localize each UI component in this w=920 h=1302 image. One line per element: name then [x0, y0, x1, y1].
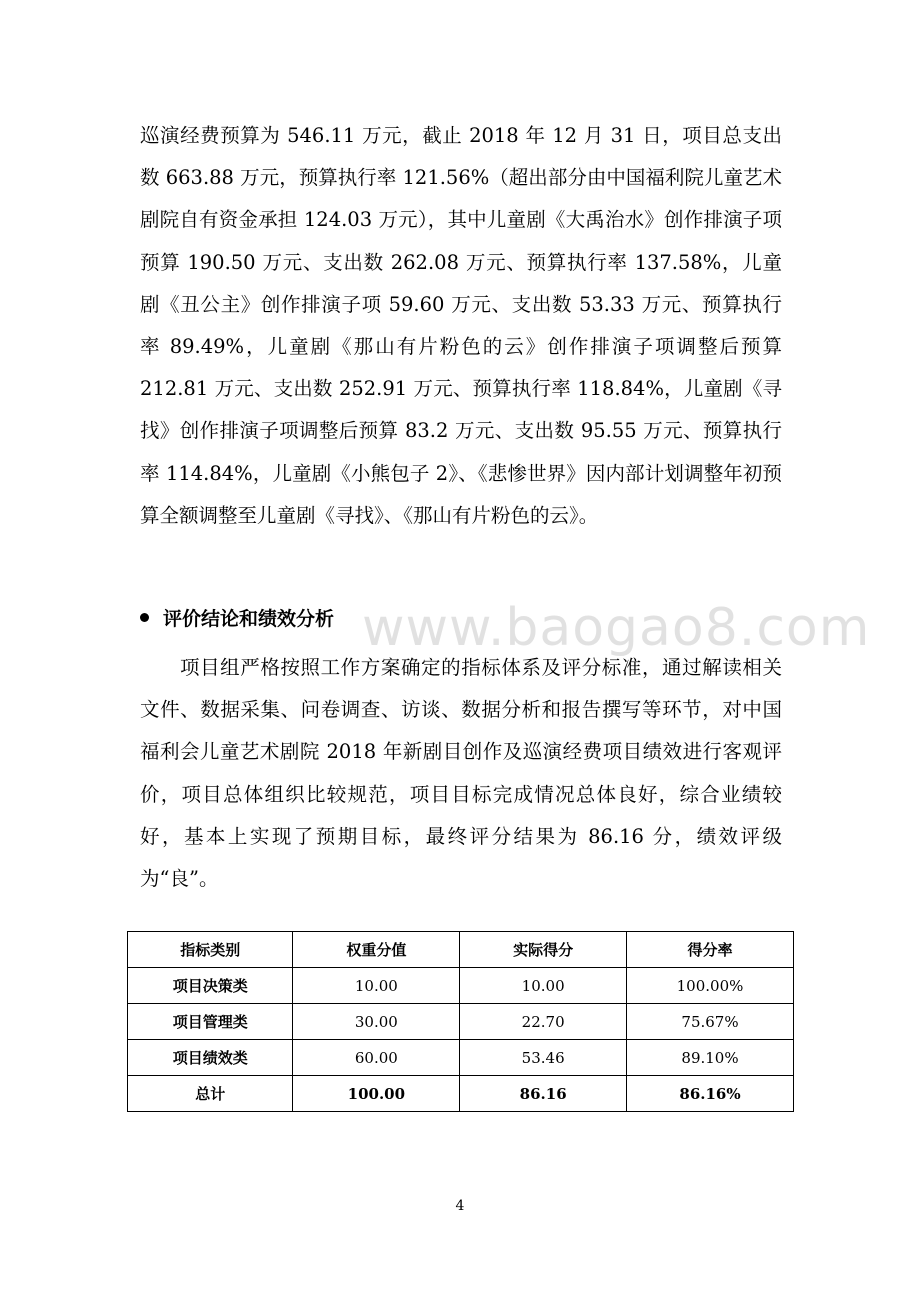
score-table [127, 931, 794, 1112]
section-heading [140, 598, 334, 640]
table-row [128, 1004, 794, 1040]
table-row [128, 1040, 794, 1076]
cell-actual-score: 10.00 [460, 968, 627, 1004]
cell-total-score-rate: 86.16% [627, 1076, 794, 1112]
header-category: 指标类别 [128, 932, 293, 968]
table-total-row [128, 1076, 794, 1112]
header-actual-score: 实际得分 [460, 932, 627, 968]
cell-weight: 60.00 [293, 1040, 460, 1076]
cell-total-actual-score: 86.16 [460, 1076, 627, 1112]
cell-total-label: 总计 [128, 1076, 293, 1112]
cell-score-rate: 75.67% [627, 1004, 794, 1040]
cell-score-rate: 89.10% [627, 1040, 794, 1076]
conclusion-paragraph: 项目组严格按照工作方案确定的指标体系及评分标准，通过解读相关文件、数据采集、问卷调查、访谈、数据分析和报告撰写等环节，对中国福利会儿童艺术剧院 2018 年新剧目创作及巡演经费项目绩效进行客观评价，项目总体组织比较规范，项目目标完成情况总体良好，综合业绩较好，基本上实现了预期目标，最终评分结果为 86.16 分，绩效评级为“良”。 [140, 656, 782, 891]
cell-actual-score: 22.70 [460, 1004, 627, 1040]
cell-score-rate: 100.00% [627, 968, 794, 1004]
cell-category: 项目管理类 [128, 1004, 293, 1040]
cell-weight: 30.00 [293, 1004, 460, 1040]
section-heading-text: 评价结论和绩效分析 [163, 608, 335, 630]
cell-category: 项目决策类 [128, 968, 293, 1004]
cell-actual-score: 53.46 [460, 1040, 627, 1076]
cell-total-weight: 100.00 [293, 1076, 460, 1112]
table-row [128, 968, 794, 1004]
page-number: 4 [455, 1198, 465, 1214]
watermark: www.baogao8.com [362, 598, 871, 658]
bullet-icon [140, 613, 149, 622]
header-weight: 权重分值 [293, 932, 460, 968]
header-score-rate: 得分率 [627, 932, 794, 968]
budget-paragraph: 巡演经费预算为 546.11 万元，截止 2018 年 12 月 31 日，项目总支出数 663.88 万元，预算执行率 121.56%（超出部分由中国福利院儿童艺术剧院自有资金承担 124.03 万元），其中儿童剧《大禹治水》创作排演子项预算 190.50 万元、支出数 262.08 万元、预算执行率 137.58%，儿童剧《丑公主》创作排演子项 59.60 万元、支出数 53.33 万元、预算执行率 89.49%，儿童剧《那山有片粉色的云》创作排演子项调整后预算 212.81 万元、支出数 252.91 万元、预算执行率 118.84%，儿童剧《寻找》创作排演子项调整后预算 83.2 万元、支出数 95.55 万元、预算执行率 114.84%，儿童剧《小熊包子 2》、《悲惨世界》因内部计划调整年初预算全额调整至儿童剧《寻找》、《那山有片粉色的云》。 [140, 124, 782, 527]
cell-category: 项目绩效类 [128, 1040, 293, 1076]
table-header-row [128, 932, 794, 968]
cell-weight: 10.00 [293, 968, 460, 1004]
